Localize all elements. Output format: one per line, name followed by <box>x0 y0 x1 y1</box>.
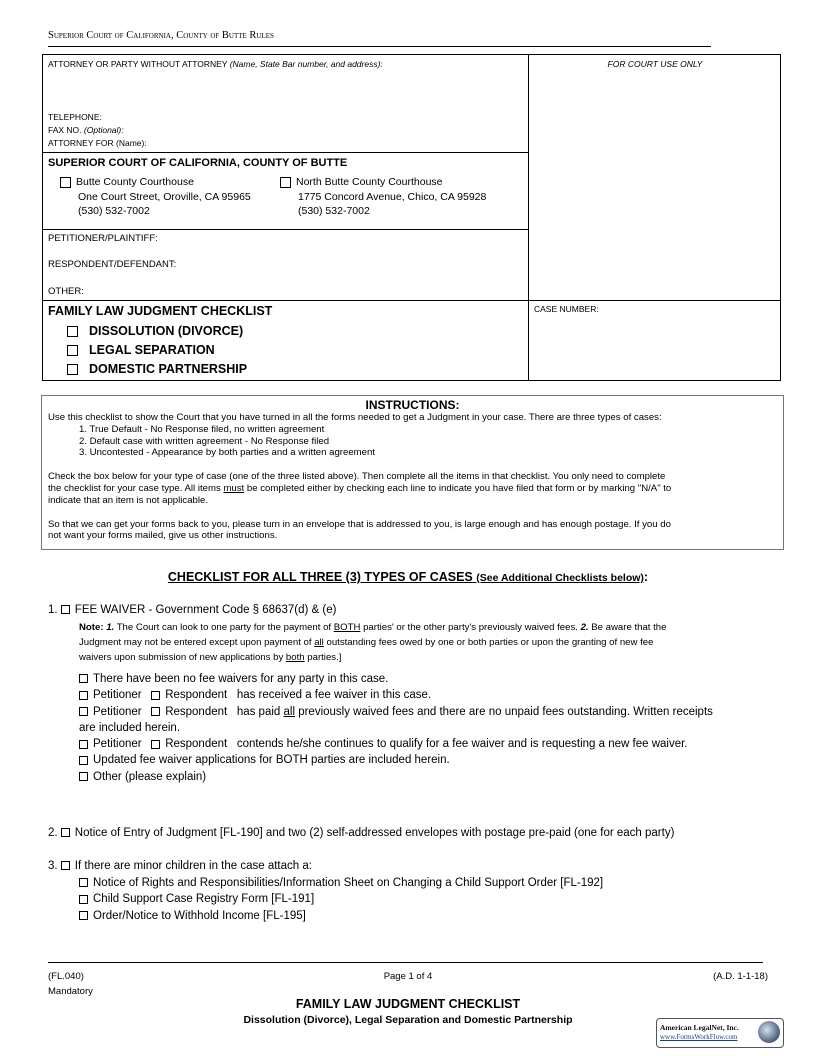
qualify-respondent-checkbox[interactable] <box>151 740 160 749</box>
court-rules-header: Superior Court of California, County of Butte Rules <box>48 30 274 41</box>
item-3-checkbox[interactable] <box>61 861 70 870</box>
instructions-title: INSTRUCTIONS: <box>365 398 460 412</box>
item-3-sublist <box>79 875 603 924</box>
received-petitioner-checkbox[interactable] <box>79 691 88 700</box>
list-item: Child Support Case Registry Form [FL-191] <box>79 891 603 907</box>
caption-divider-1 <box>42 152 528 153</box>
fax-label: FAX NO. (Optional): <box>48 125 124 135</box>
domestic-partnership-checkbox[interactable] <box>67 364 78 375</box>
item-1-fee-waiver: 1. FEE WAIVER - Government Code § 68637(d) & (e) <box>48 604 337 616</box>
checklist-heading: CHECKLIST FOR ALL THREE (3) TYPES OF CASES (See Additional Checklists below): <box>167 570 649 584</box>
footer-title: FAMILY LAW JUDGMENT CHECKLIST <box>295 997 521 1011</box>
case-number-label: CASE NUMBER: <box>534 304 599 314</box>
item-2-notice-of-entry: 2. Notice of Entry of Judgment [FL-190] and two (2) self-addressed envelopes with postage pre-paid (one for each party) <box>48 827 675 839</box>
court-name: SUPERIOR COURT OF CALIFORNIA, COUNTY OF BUTTE <box>48 157 348 169</box>
form-code: (FL.040) <box>48 971 84 982</box>
case-type-list: DISSOLUTION (DIVORCE) LEGAL SEPARATION DOMESTIC PARTNERSHIP <box>67 322 247 379</box>
other-explain-checkbox[interactable] <box>79 772 88 781</box>
updated-applications-checkbox[interactable] <box>79 756 88 765</box>
fl192-checkbox[interactable] <box>79 878 88 887</box>
courthouse-1: Butte County Courthouse One Court Street, Oroville, CA 95965 (530) 532-7002 <box>60 175 251 219</box>
list-item: Notice of Rights and Responsibilities/Information Sheet on Changing a Child Support Order [FL-192] <box>79 875 603 891</box>
petitioner-label: PETITIONER/PLAINTIFF: <box>48 233 158 244</box>
revision-date: (A.D. 1-1-18) <box>713 971 768 982</box>
telephone-label: TELEPHONE: <box>48 112 102 122</box>
globe-icon <box>758 1021 780 1043</box>
no-fee-waivers-checkbox[interactable] <box>79 674 88 683</box>
footer-subtitle: Dissolution (Divorce), Legal Separation and Domestic Partnership <box>243 1014 573 1026</box>
attorney-label: ATTORNEY OR PARTY WITHOUT ATTORNEY (Name, State Bar number, and address): <box>48 59 383 69</box>
fl195-checkbox[interactable] <box>79 911 88 920</box>
fl191-checkbox[interactable] <box>79 895 88 904</box>
item-1-checkbox[interactable] <box>61 605 70 614</box>
caption-divider-3 <box>42 300 781 301</box>
instructions-body: Use this checklist to show the Court that you have turned in all the forms needed to get a Judgment in your case. There are three types of cases: 1. True Default - No Response filed, no written agreement 2. Default case with written agreement - No Response filed 3. Uncontested - Appearance by both parties and a written agreement Check the box below for your type of case (one of the three listed above). Then complete all the items in that checklist. You only need to complete the checklist for your case type. All items must be completed either by checking each line to indicate you have filed that form or by marking "N/A" to indicate that an item is not applicable. So that we can get your forms back to you, please turn in an envelope that is addressed to you, is large enough and has enough postage. If you do not want your forms mailed, give us other instructions. <box>48 412 672 542</box>
page-number: Page 1 of 4 <box>383 971 433 982</box>
header-rule <box>48 46 711 47</box>
footer-rule <box>48 962 763 963</box>
courthouse-1-checkbox[interactable] <box>60 177 71 188</box>
item-2-checkbox[interactable] <box>61 828 70 837</box>
other-label: OTHER: <box>48 286 84 297</box>
mandatory-label: Mandatory <box>48 986 93 997</box>
dissolution-checkbox[interactable] <box>67 326 78 337</box>
item-3-minor-children: 3. If there are minor children in the case attach a: <box>48 860 312 872</box>
courthouse-2-checkbox[interactable] <box>280 177 291 188</box>
court-use-label: FOR COURT USE ONLY <box>607 59 703 69</box>
paid-respondent-checkbox[interactable] <box>151 707 160 716</box>
qualify-petitioner-checkbox[interactable] <box>79 740 88 749</box>
received-respondent-checkbox[interactable] <box>151 691 160 700</box>
legal-separation-checkbox[interactable] <box>67 345 78 356</box>
list-item: Order/Notice to Withhold Income [FL-195] <box>79 908 603 924</box>
caption-divider-2 <box>42 229 528 230</box>
item-1-options: There have been no fee waivers for any party in this case. Petitioner Respondent has received a fee waiver in this case. Petitioner Respondent has paid all previously waived fees and there are no unpaid fees outstanding. Written receipts are included herein. Petitioner Respondent contends he/she continues to qualify for a fee waiver and is requesting a new fee waiver. Updated fee waiver applications for BOTH parties are included herein. Other (please explain) <box>79 673 713 783</box>
american-legalnet-logo <box>656 1018 784 1048</box>
logo-name: American LegalNet, Inc. <box>660 1023 739 1032</box>
form-title: FAMILY LAW JUDGMENT CHECKLIST <box>48 304 273 318</box>
caption-divider-vertical <box>528 54 529 381</box>
courthouse-2: North Butte County Courthouse 1775 Concord Avenue, Chico, CA 95928 (530) 532-7002 <box>280 175 486 219</box>
attorney-for-label: ATTORNEY FOR (Name): <box>48 138 147 148</box>
respondent-label: RESPONDENT/DEFENDANT: <box>48 259 177 270</box>
paid-petitioner-checkbox[interactable] <box>79 707 88 716</box>
logo-url[interactable]: www.FormsWorkFlow.com <box>660 1033 738 1041</box>
item-1-note: Note: 1. The Court can look to one party for the payment of BOTH parties' or the other party's previously waived fees. 2. Be aware that the Judgment may not be entered except upon payment of all outstanding fees owed by one or both parties or upon the granting of new fee waivers upon submission of new applications by both parties.] <box>79 622 667 663</box>
